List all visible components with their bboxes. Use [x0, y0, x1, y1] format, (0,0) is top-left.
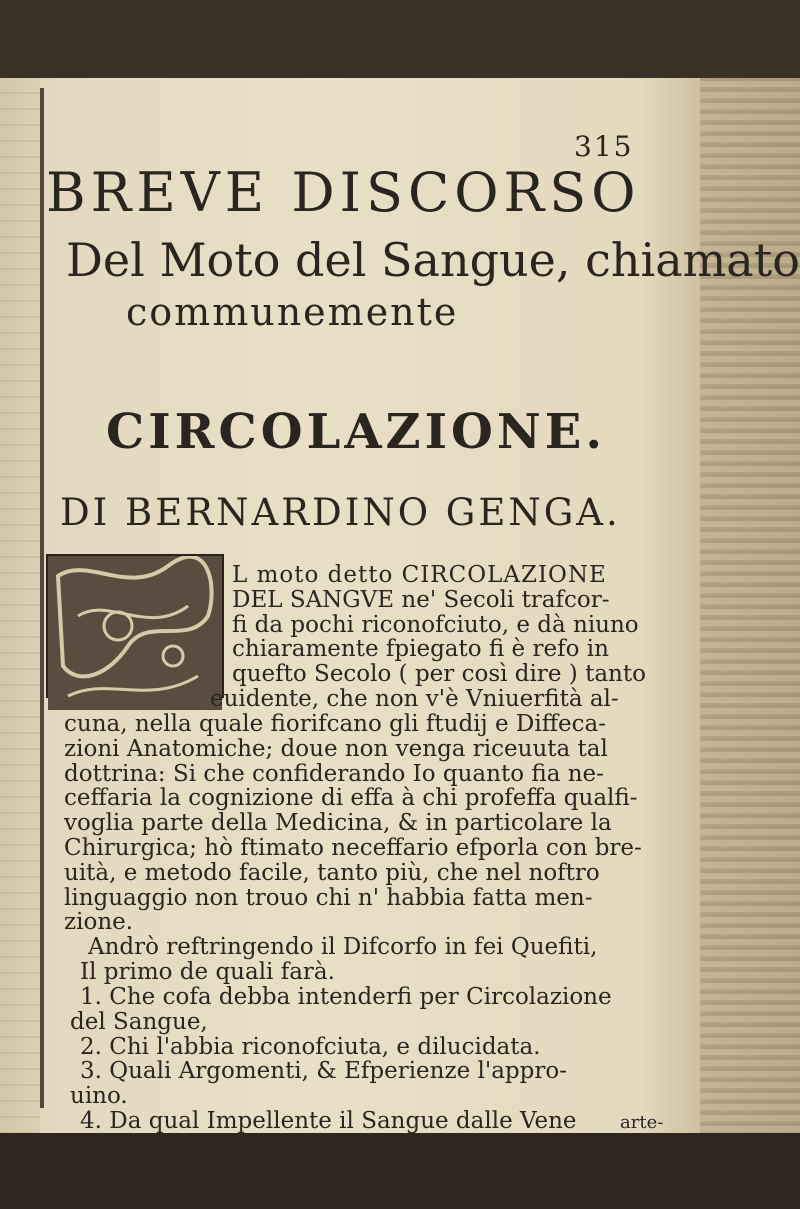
outline-line: Il primo de quali farà. [80, 959, 335, 986]
outline-line: 3. Quali Argomenti, & Efperienze l'appro- [80, 1058, 567, 1085]
page-number: 315 [574, 130, 634, 163]
binding-gutter [40, 88, 44, 1108]
background-bottom [0, 1133, 800, 1209]
paragraph-line: L moto detto CIRCOLAZIONE [232, 562, 607, 588]
paragraph-line: Chirurgica; hò ftimato neceffario efporla con bre- [64, 835, 642, 861]
paragraph-line: zione. [64, 909, 134, 936]
subtitle-line-1: Del Moto del Sangue, chiamato [66, 233, 800, 287]
paragraph-line: fi da pochi riconofciuto, e dà niuno [232, 611, 639, 638]
outline-line: 1. Che cofa debba intenderfi per Circolazione [80, 983, 612, 1010]
author-line: DI BERNARDINO GENGA. [60, 491, 621, 534]
outline-line: uino. [70, 1083, 128, 1110]
book-page [0, 78, 800, 1133]
paragraph-line: ceffaria la cognizione di effa à chi profeffa qualfi- [64, 785, 638, 812]
paragraph-line: uità, e metodo facile, tanto più, che nel noftro [64, 859, 600, 886]
paragraph-line: dottrina: Si che confiderando Io quanto fia ne- [64, 760, 604, 787]
binding-edge [0, 78, 40, 1133]
paragraph-line: quefto Secolo ( per così dire ) tanto [232, 661, 646, 688]
outline-line: 4. Da qual Impellente il Sangue dalle Vene [80, 1108, 577, 1133]
page-title: BREVE DISCORSO [46, 161, 641, 224]
paragraph-line: chiaramente fpiegato fi è refo in [232, 636, 609, 663]
subtitle-line-2: communemente [126, 290, 459, 334]
paragraph-line: linguaggio non trouo chi n' habbia fatta men- [64, 884, 593, 911]
paragraph-line: euidente, che non v'è Vniuerfità al- [210, 686, 619, 713]
outline-line: del Sangue, [70, 1008, 208, 1035]
paragraph-line: zioni Anatomiche; doue non venga riceuuta tal [64, 735, 608, 762]
outline-line: Andrò reftringendo il Difcorfo in fei Quefiti, [88, 934, 598, 961]
outline-line: 2. Chi l'abbia riconofciuta, e dilucidata. [80, 1033, 541, 1060]
catchword: arte- [620, 1112, 664, 1133]
decorated-initial-icon [46, 554, 224, 698]
paragraph-line: voglia parte della Medicina, & in particolare la [64, 810, 612, 837]
subtitle-topic: CIRCOLAZIONE. [106, 404, 607, 460]
paragraph-line: DEL SANGVE ne' Secoli trafcor- [232, 586, 610, 613]
paragraph-line: cuna, nella quale fiorifcano gli ftudij e Diffeca- [64, 710, 607, 737]
book-page-lower [0, 1010, 800, 1133]
